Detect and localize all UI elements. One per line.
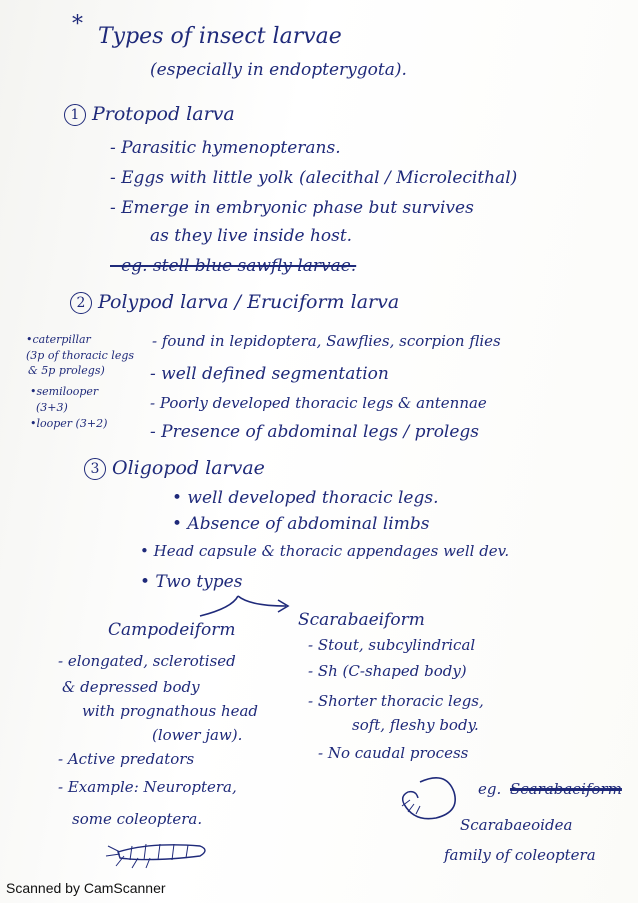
side-note: & 5p prolegs) (28, 364, 105, 377)
section3-heading: 3 Oligopod larvae (84, 458, 265, 480)
scanner-watermark: Scanned by CamScanner (6, 880, 166, 896)
section2-line: - Poorly developed thoracic legs & antennae (150, 394, 487, 412)
section3-line: • Head capsule & thoracic appendages well dev. (140, 542, 510, 560)
scarabaeiform-line: - Sh (C-shaped body) (308, 662, 467, 680)
campodeiform-line: - Active predators (58, 750, 195, 768)
scarabaeiform-line: soft, fleshy body. (352, 716, 479, 734)
campodeiform-line: - elongated, sclerotised (58, 652, 236, 670)
campodeiform-line: (lower jaw). (152, 726, 243, 744)
section1-line: - Eggs with little yolk (alecithal / Microlecithal) (110, 168, 518, 188)
example-struck: Scarabaeiform (510, 780, 622, 798)
scarabaeiform-heading: Scarabaeiform (298, 610, 425, 630)
side-note: •semilooper (30, 385, 99, 398)
star-mark: * (72, 12, 83, 37)
campodeiform-line: some coleoptera. (72, 810, 203, 828)
section2-line: - well defined segmentation (150, 364, 389, 384)
campodeiform-line: & depressed body (62, 678, 200, 696)
section1-line: as they live inside host. (150, 226, 353, 246)
side-note: (3p of thoracic legs (26, 349, 135, 362)
example-eg: eg. (478, 780, 502, 798)
section3-line: • well developed thoracic legs. (172, 488, 439, 508)
section3-line: • Absence of abdominal limbs (172, 514, 430, 534)
section1-line-struck: - eg. stell blue sawfly larvae. (110, 256, 357, 276)
section3-line: • Two types (140, 572, 243, 592)
section-number: 2 (70, 292, 92, 314)
example-line: Scarabaeoidea (460, 816, 573, 834)
side-note: •caterpillar (26, 333, 91, 346)
side-note: •looper (3+2) (30, 417, 108, 430)
section1-line: - Emerge in embryonic phase but survives (110, 198, 474, 218)
scarabaeiform-line: - No caudal process (318, 744, 469, 762)
campodeiform-heading: Campodeiform (108, 620, 236, 640)
page-title: Types of insect larvae (98, 24, 342, 49)
example-line: family of coleoptera (444, 846, 596, 864)
side-note: (3+3) (36, 401, 68, 414)
campodeiform-line: with prognathous head (82, 702, 259, 720)
section2-line: - found in lepidoptera, Sawflies, scorpion flies (152, 332, 501, 350)
section1-line: - Parasitic hymenopterans. (110, 138, 341, 158)
scarabaeiform-line: - Shorter thoracic legs, (308, 692, 484, 710)
campodeiform-line: - Example: Neuroptera, (58, 778, 237, 796)
scarabaeiform-line: - Stout, subcylindrical (308, 636, 476, 654)
section2-line: - Presence of abdominal legs / prolegs (150, 422, 480, 442)
section1-heading: 1 Protopod larva (64, 104, 235, 126)
section2-heading: 2 Polypod larva / Eruciform larva (70, 292, 399, 314)
section-number: 1 (64, 104, 86, 126)
section-number: 3 (84, 458, 106, 480)
page-subtitle: (especially in endopterygota). (150, 60, 407, 80)
